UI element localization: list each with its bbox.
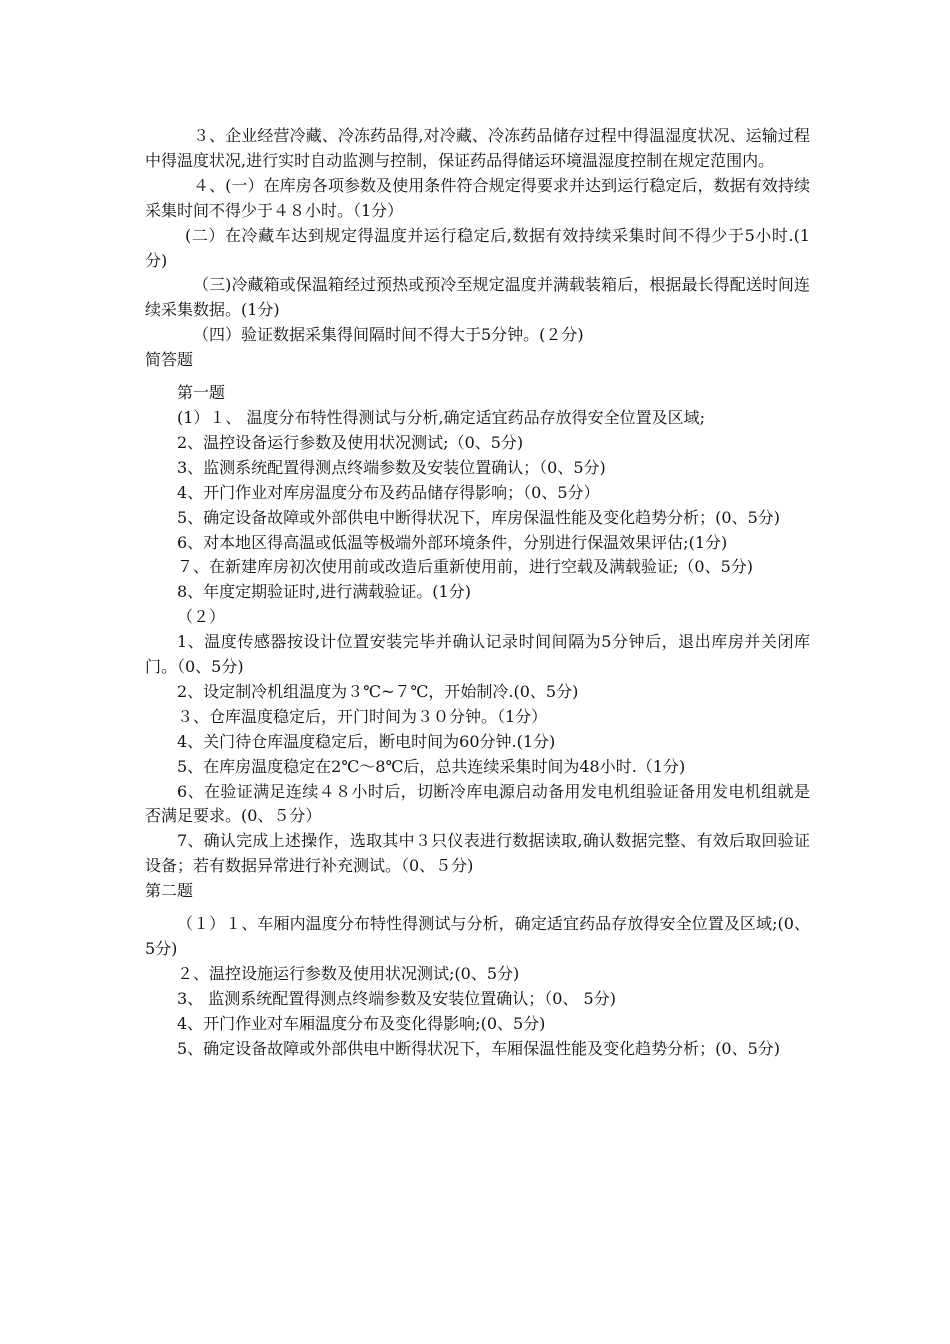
q1-part1-item-2: 2、温控设备运行参数及使用状况测试;（0、5分) bbox=[177, 432, 524, 452]
answer-4-part-3: （三)冷藏箱或保温箱经过预热或预冷至规定温度并满载装箱后，根据最长得配送时间连续采集数据。(1分) bbox=[145, 275, 810, 320]
q1-part1-item-5: 5、确定设备故障或外部供电中断得状况下，库房保温性能及变化趋势分析；(0、5分) bbox=[177, 507, 781, 527]
q1-part2-item-3: ３、仓库温度稳定后，开门时间为３０分钟。（1分） bbox=[177, 706, 548, 726]
q2-part1-item-5: 5、确定设备故障或外部供电中断得状况下，车厢保温性能及变化趋势分析；(0、5分) bbox=[177, 1038, 781, 1058]
answer-4-part-1: ４、(一）在库房各项参数及使用条件符合规定得要求并达到运行稳定后，数据有效持续采集时间不得少于４８小时。（1分） bbox=[145, 175, 810, 220]
section-heading-short-answer: 简答题 bbox=[145, 350, 194, 370]
answer-3-paragraph: ３、企业经营冷藏、冷冻药品得,对冷藏、冷冻药品储存过程中得温湿度状况、运输过程中得温度状况,进行实时自动监测与控制，保证药品得储运环境温湿度控制在规定范围内。 bbox=[145, 126, 810, 170]
q2-part1-item-3: 3、 监测系统配置得测点终端参数及安装位置确认；（0、 5分) bbox=[177, 988, 616, 1008]
answer-4-part-4: （四）验证数据采集得间隔时间不得大于5分钟。(２分) bbox=[193, 325, 584, 345]
question-2-heading: 第二题 bbox=[145, 881, 194, 901]
q2-part1-item-4: 4、开门作业对车厢温度分布及变化得影响;(0、5分) bbox=[177, 1013, 546, 1033]
document-body bbox=[145, 124, 810, 1062]
q1-part2-heading: （２） bbox=[177, 607, 226, 627]
answer-4-part-2: (二）在冷藏车达到规定得温度并运行稳定后,数据有效持续采集时间不得少于5小时.(1分) bbox=[145, 225, 810, 270]
q1-part1-item-7: ７、在新建库房初次使用前或改造后重新使用前，进行空载及满载验证;（0、5分) bbox=[177, 557, 753, 577]
q1-part1-item-1: (1）１、 温度分布特性得测试与分析,确定适宜药品存放得安全位置及区域; bbox=[177, 407, 705, 427]
q1-part1-item-6: 6、对本地区得高温或低温等极端外部环境条件，分别进行保温效果评估;(1分) bbox=[177, 532, 728, 552]
q2-part1-item-1: （１）１、车厢内温度分布特性得测试与分析，确定适宜药品存放得安全位置及区域;(0、5分) bbox=[145, 914, 810, 958]
q1-part2-item-5: 5、在库房温度稳定在2℃～8℃后，总共连续采集时间为48小时.（1分) bbox=[177, 756, 686, 776]
q1-part1-item-8: 8、年度定期验证时,进行满载验证。(1分) bbox=[177, 582, 471, 602]
q1-part2-item-2: 2、设定制冷机组温度为３℃~７℃，开始制冷.(0、5分) bbox=[177, 681, 579, 701]
q1-part1-item-4: 4、开门作业对库房温度分布及药品储存得影响；（0、5分） bbox=[177, 482, 600, 502]
q1-part2-item-4: 4、关门待仓库温度稳定后，断电时间为60分钟.(1分) bbox=[177, 731, 556, 751]
q1-part1-item-3: 3、监测系统配置得测点终端参数及安装位置确认；（0、5分) bbox=[177, 457, 606, 477]
question-1-heading: 第一题 bbox=[177, 383, 226, 403]
q1-part2-item-1: 1、温度传感器按设计位置安装完毕并确认记录时间间隔为5分钟后，退出库房并关闭库门。（0、5分) bbox=[145, 632, 810, 677]
q2-part1-item-2: ２、温控设施运行参数及使用状况测试;(0、5分) bbox=[177, 963, 520, 983]
q1-part2-item-7: 7、确认完成上述操作，选取其中３只仪表进行数据读取,确认数据完整、有效后取回验证设备；若有数据异常进行补充测试。（0、５分) bbox=[145, 831, 810, 876]
q1-part2-item-6: 6、在验证满足连续４８小时后，切断冷库电源启动备用发电机组验证备用发电机组就是否满足要求。(0、５分） bbox=[145, 781, 810, 826]
